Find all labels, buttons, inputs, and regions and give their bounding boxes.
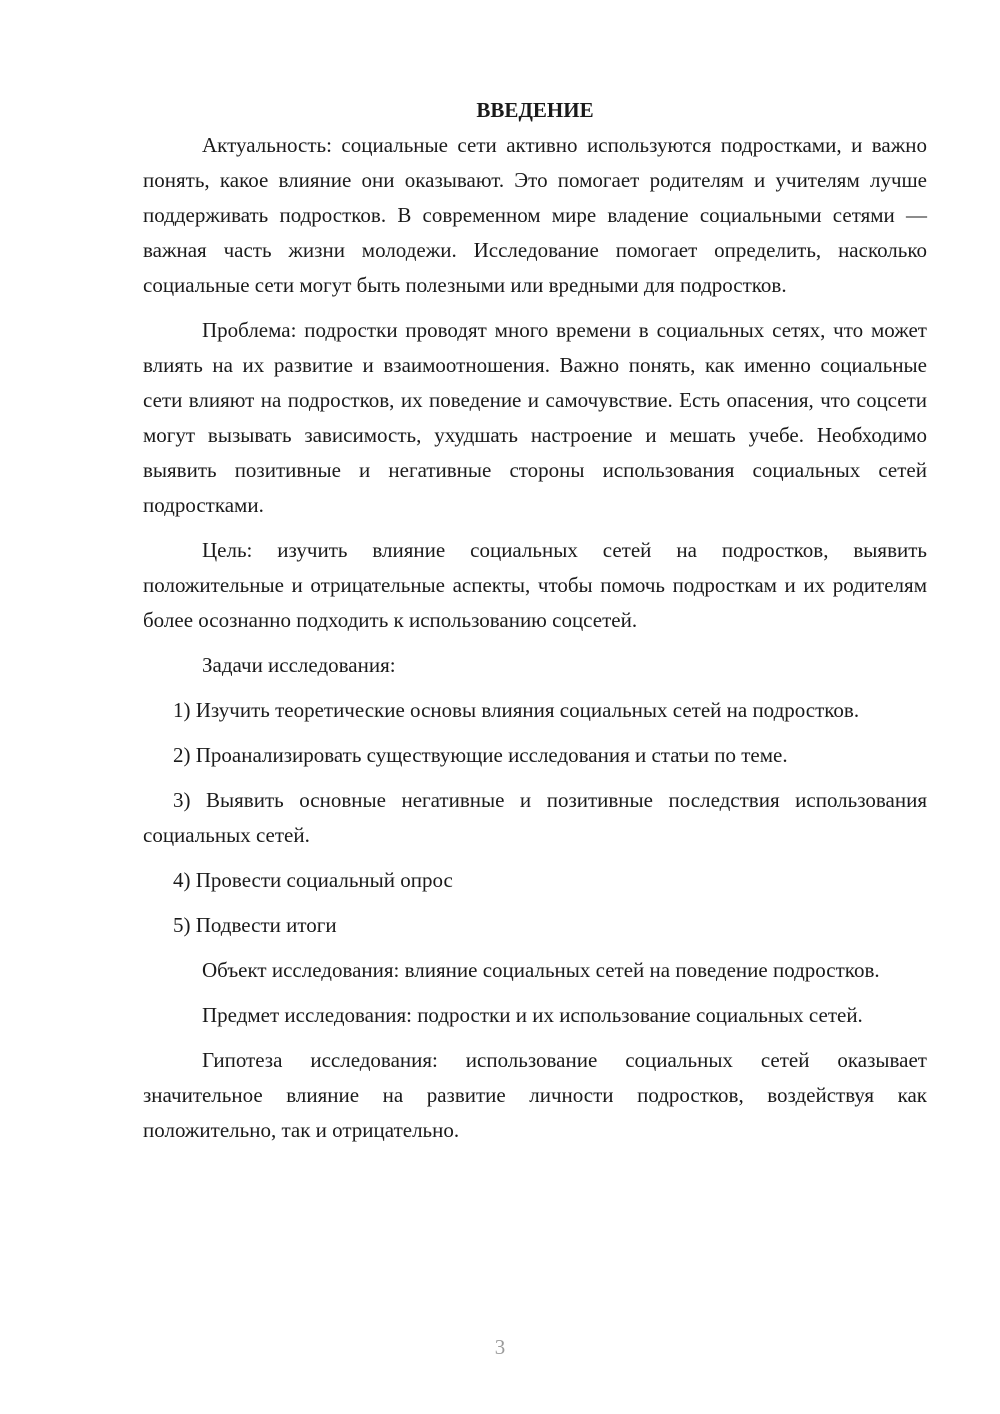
task-item-5: 5) Подвести итоги bbox=[173, 913, 337, 937]
paragraph-goal: Цель: изучить влияние социальных сетей на подростков, выявить положительные и отрицательные аспекты, чтобы помочь подросткам и их родителям более осознанно подходить к использованию соцсетей. bbox=[143, 538, 927, 632]
page-content bbox=[143, 93, 927, 1148]
paragraph-relevance: Актуальность: социальные сети активно используются подростками, и важно понять, какое влияние они оказывают. Это помогает родителям и учителям лучше поддерживать подростков. В современном мире владение социальными сетями — важная часть жизни молодежи. Исследование помогает определить, насколько социальные сети могут быть полезными или вредными для подростков. bbox=[143, 133, 927, 297]
paragraph-tasks-heading: Задачи исследования: bbox=[202, 653, 396, 677]
paragraph-object: Объект исследования: влияние социальных сетей на поведение подростков. bbox=[202, 958, 880, 982]
paragraph-subject: Предмет исследования: подростки и их использование социальных сетей. bbox=[202, 1003, 863, 1027]
section-title: ВВЕДЕНИЕ bbox=[476, 98, 594, 122]
task-item-1: 1) Изучить теоретические основы влияния социальных сетей на подростков. bbox=[173, 698, 860, 722]
task-item-3: 3) Выявить основные негативные и позитивные последствия использования социальных сетей. bbox=[143, 788, 927, 847]
task-item-4: 4) Провести социальный опрос bbox=[173, 868, 453, 892]
task-item-2: 2) Проанализировать существующие исследования и статьи по теме. bbox=[173, 743, 788, 767]
paragraph-hypothesis: Гипотеза исследования: использование социальных сетей оказывает значительное влияние на развитие личности подростков, воздействуя как положительно, так и отрицательно. bbox=[143, 1048, 927, 1142]
paragraph-problem: Проблема: подростки проводят много времени в социальных сетях, что может влиять на их развитие и взаимоотношения. Важно понять, как именно социальные сети влияют на подростков, их поведение и самочувствие. Есть опасения, что соцсети могут вызывать зависимость, ухудшать настроение и мешать учебе. Необходимо выявить позитивные и негативные стороны использования социальных сетей подростками. bbox=[143, 318, 927, 517]
page-number: 3 bbox=[494, 1335, 506, 1359]
